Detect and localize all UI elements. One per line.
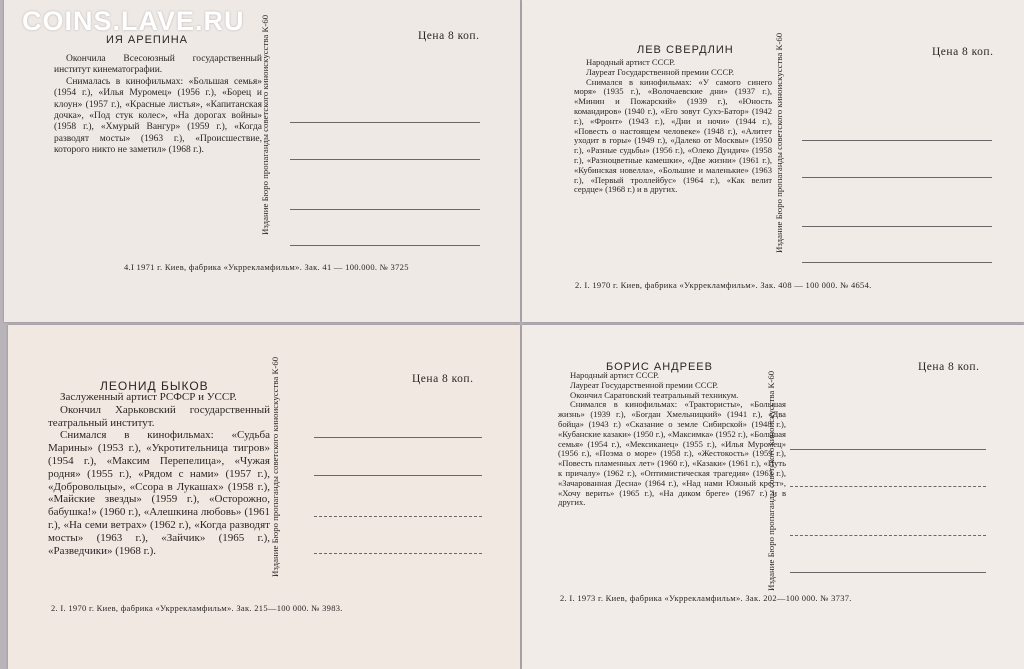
- address-line: [290, 245, 480, 246]
- address-line: [314, 553, 482, 554]
- address-line: [290, 122, 480, 123]
- address-line: [314, 437, 482, 438]
- address-line: [314, 516, 482, 517]
- address-line: [802, 177, 992, 178]
- address-line: [790, 449, 986, 450]
- print-info: 2. I. 1970 г. Киев, фабрика «Укррекламфильм». Зак. 215—100 000. № 3983.: [51, 603, 343, 613]
- actor-name: БОРИС АНДРЕЕВ: [606, 361, 713, 373]
- bio-paragraph: Лауреат Государственной премии СССР.: [570, 379, 719, 390]
- bio-paragraph: Заслуженный артист РСФСР и УССР.: [60, 391, 237, 403]
- bio-paragraph: Народный артист СССР.: [570, 370, 659, 380]
- bio-paragraph: Снималась в кинофильмах: «Большая семья» (1954 г.), «Илья Муромец» (1956 г.), «Борец и клоун» (1957 г.), «Красные листья», «Капитанская дочка», «Под стук колес», «На дорогах войны» (1958 г.), «Хмурый Вангур» (1959 г.), «Когда разводят мосты» (1963 г.), «Происшествие, которого никто не заметил» (1968 г.).: [54, 76, 262, 156]
- address-line: [802, 226, 992, 227]
- postcard-andreev: [522, 325, 1024, 669]
- address-line: [802, 262, 992, 263]
- postcard-arepina: [4, 0, 520, 322]
- site-watermark: COINS.LAVE.RU: [22, 6, 245, 36]
- actor-name: ЛЕОНИД БЫКОВ: [100, 379, 209, 393]
- actor-name: ИЯ АРЕПИНА: [106, 34, 189, 46]
- bio-paragraph: Лауреат Государственной премии СССР.: [586, 66, 735, 77]
- biography: [574, 58, 772, 195]
- bio-paragraph: Народный артист СССР.: [586, 57, 675, 67]
- biography: [54, 54, 262, 157]
- address-line: [802, 140, 992, 141]
- postcard-bykov: [8, 325, 520, 669]
- price-label: Цена 8 коп.: [412, 373, 474, 385]
- bio-paragraph: Окончил Саратовский театральный техникум.: [570, 389, 739, 400]
- bio-paragraph: Снимался в кинофильмах: «Трактористы», «Большая жизнь» (1939 г.), «Богдан Хмельницкий» (1941 г.), «Два бойца» (1943 г.) «Сказание о земле Сибирской» (1948 г.), «Кубанские казаки» (1950 г.), «Максимка» (1952 г.), «Большая семья» (1954 г.), «Мексиканец» (1955 г.), «Илья Муромец» (1956 г.), «Поэма о море» (1958 г.), «Жестокость» (1959 г.), «Повесть пламенных лет» (1960 г.), «Казаки» (1961 г.), «Путь к причалу» (1962 г.), «Оптимистическая трагедия» (1963 г.), «Зачарованная Десна» (1964 г.), «Над нами Южный крест», «Хочу верить» (1965 г.), «На диком бреге» (1967 г.) и в других.: [558, 399, 786, 508]
- publisher-imprint: Издание Бюро пропаганды советского киноискусства К-60: [260, 14, 270, 235]
- bio-paragraph: Окончила Всесоюзный государственный институт кинематографии.: [54, 54, 262, 76]
- price-label: Цена 8 коп.: [418, 30, 480, 42]
- print-info: 2. I. 1970 г. Киев, фабрика «Укррекламфильм». Зак. 408 — 100 000. № 4654.: [575, 280, 872, 290]
- publisher-imprint: Издание Бюро пропаганды советского киноискусства К-60: [270, 356, 280, 577]
- price-label: Цена 8 коп.: [932, 46, 994, 58]
- price-label: Цена 8 коп.: [918, 361, 980, 373]
- address-line: [290, 209, 480, 210]
- address-line: [290, 159, 480, 160]
- publisher-imprint: Издание Бюро пропаганды советского киноискусства К-60: [774, 32, 784, 253]
- print-info: 4.I 1971 г. Киев, фабрика «Укррекламфильм». Зак. 41 — 100.000. № 3725: [124, 262, 409, 272]
- address-line: [790, 486, 986, 487]
- bio-paragraph: Снимался в кинофильмах: «Судьба Марины» (1953 г.), «Укротительница тигров» (1954 г.), «Максим Перепелица», «Чужая родня» (1955 г.), «Рядом с нами» (1957 г.), «Добровольцы», «Ссора в Лукашах» (1958 г.), «Майские звезды» (1959 г.), «Осторожно, бабушка!» (1960 г.), «Алешкина любовь» (1961 г.), «На семи ветрах» (1962 г.), «Когда разводят мосты» (1963 г.), «Зайчик» (1965 г.), «Разведчики» (1968 г.).: [48, 429, 270, 557]
- address-line: [790, 572, 986, 573]
- biography: [558, 371, 786, 508]
- postcard-sverdlin: [522, 0, 1024, 322]
- biography: [48, 391, 270, 557]
- print-info: 2. I. 1973 г. Киев, фабрика «Укррекламфильм». Зак. 202—100 000. № 3737.: [560, 593, 852, 603]
- bio-paragraph: Окончил Харьковский государственный театральный институт.: [48, 403, 270, 429]
- actor-name: ЛЕВ СВЕРДЛИН: [637, 44, 734, 56]
- publisher-imprint: Издание Бюро пропаганды советского киноискусства К-60: [766, 370, 776, 591]
- address-line: [790, 535, 986, 536]
- bio-paragraph: Снимался в кинофильмах: «У самого синего моря» (1935 г.), «Волочаевские дни» (1937 г.), «Минин и Пожарский» (1939 г.), «Юность командиров» (1940 г.), «Его зовут Сухэ-Батор» (1942 г.), «Фронт» (1943 г.), «Дни и ночи» (1944 г.), «Повесть о настоящем человеке» (1948 г.), «Алитет уходит в горы» (1949 г.), «Далеко от Москвы» (1950 г.), «Разные судьбы» (1956 г.), «Олеко Дундич» (1958 г.), «Разноцветные камешки», «Две жизни» (1961 г.), «Кубинская новелла», «Большие и маленькие» (1963 г.), «Первый троллейбус» (1964 г.), «Как велит сердце» (1968 г.) и в других.: [574, 76, 772, 195]
- address-line: [314, 475, 482, 476]
